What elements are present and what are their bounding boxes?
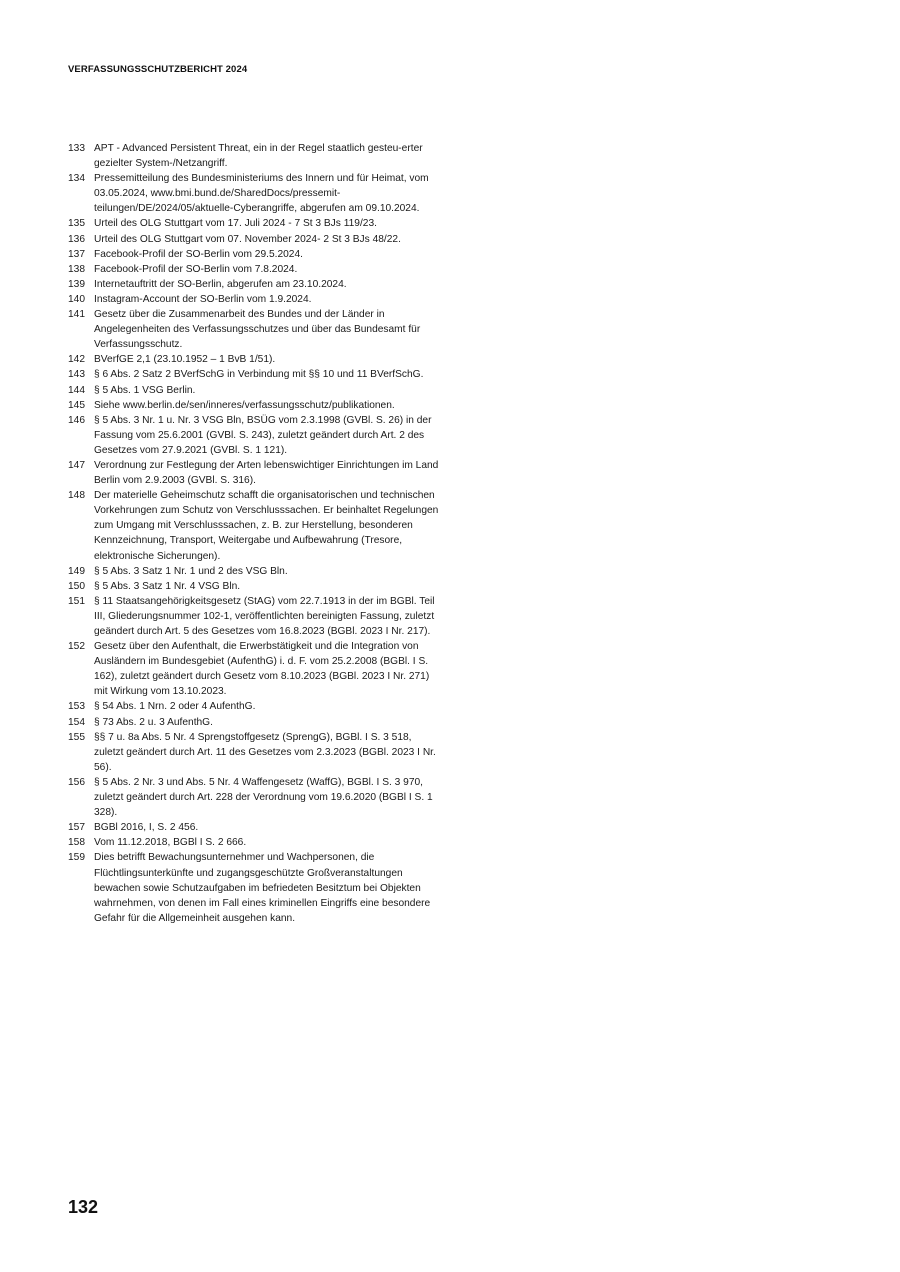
footnote-number: 158 — [68, 837, 85, 849]
footnote-152 — [68, 639, 440, 699]
footnote-number: 148 — [68, 490, 85, 502]
footnote-number: 156 — [68, 776, 85, 788]
footnotes-list — [68, 141, 440, 926]
footnote-number: 134 — [68, 173, 85, 185]
footnote-number: 144 — [68, 384, 85, 396]
footnote-number: 138 — [68, 263, 85, 275]
footnote-number: 141 — [68, 309, 85, 321]
footnote-text: Pressemitteilung des Bundesministeriums des Innern und für Heimat, vom 03.05.2024, www.bmi.bund.de/SharedDocs/pressemit-teilungen/DE/2024/05/aktuelle-Cyberangriffe, abgerufen am 09.10.2024. — [94, 173, 429, 215]
footnote-137 — [68, 247, 440, 262]
footnote-text: § 5 Abs. 3 Satz 1 Nr. 1 und 2 des VSG Bln. — [94, 565, 288, 577]
footnote-text: Facebook-Profil der SO-Berlin vom 7.8.2024. — [94, 263, 298, 275]
footnote-147 — [68, 458, 440, 488]
footnote-number: 149 — [68, 565, 85, 577]
footnote-154 — [68, 715, 440, 730]
footnote-text: § 5 Abs. 3 Nr. 1 u. Nr. 3 VSG Bln, BSÜG vom 2.3.1998 (GVBl. S. 26) in der Fassung vom 25.6.2001 (GVBl. S. 243), zuletzt geändert durch Art. 2 des Gesetzes vom 27.9.2021 (GVBl. S. 1 121). — [94, 414, 432, 456]
footnote-text: APT - Advanced Persistent Threat, ein in der Regel staatlich gesteu-erter gezielter System-/Netzangriff. — [94, 143, 423, 170]
footnote-number: 154 — [68, 716, 85, 728]
footnote-text: §§ 7 u. 8a Abs. 5 Nr. 4 Sprengstoffgesetz (SprengG), BGBl. I S. 3 518, zuletzt geändert durch Art. 11 des Gesetzes vom 2.3.2023 (BGBl. 2023 I Nr. 56). — [94, 731, 436, 773]
footnote-148 — [68, 488, 440, 563]
footnote-text: Urteil des OLG Stuttgart vom 17. Juli 2024 - 7 St 3 BJs 119/23. — [94, 218, 377, 230]
footnote-138 — [68, 262, 440, 277]
footnote-133 — [68, 141, 440, 171]
footnote-149 — [68, 564, 440, 579]
footnote-text: § 11 Staatsangehörigkeitsgesetz (StAG) vom 22.7.1913 in der im BGBl. Teil III, Gliederungsnummer 102-1, veröffentlichten bereinigten Fassung, zuletzt geändert durch Art. 5 des Gesetzes vom 16.8.2023 (BGBl. 2023 I Nr. 217). — [94, 595, 435, 637]
footnote-text: Facebook-Profil der SO-Berlin vom 29.5.2024. — [94, 248, 303, 260]
footnote-number: 145 — [68, 399, 85, 411]
footnote-number: 147 — [68, 459, 85, 471]
footnote-text: Gesetz über den Aufenthalt, die Erwerbstätigkeit und die Integration von Ausländern im Bundesgebiet (AufenthG) i. d. F. vom 25.2.2008 (BGBl. I S. 162), zuletzt geändert durch Gesetz vom 8.10.2023 (BGBl. 2023 I Nr. 271) mit Wirkung vom 13.10.2023. — [94, 641, 430, 698]
footnote-136 — [68, 232, 440, 247]
footnote-number: 153 — [68, 701, 85, 713]
footnote-144 — [68, 383, 440, 398]
footnote-134 — [68, 171, 440, 216]
footnote-140 — [68, 292, 440, 307]
footnote-text: § 6 Abs. 2 Satz 2 BVerfSchG in Verbindung mit §§ 10 und 11 BVerfSchG. — [94, 369, 424, 381]
footnote-number: 150 — [68, 580, 85, 592]
footnote-150 — [68, 579, 440, 594]
footnote-153 — [68, 699, 440, 714]
running-head-title: VERFASSUNGSSCHUTZBERICHT 2024 — [68, 64, 248, 75]
footnote-text: BVerfGE 2,1 (23.10.1952 – 1 BvB 1/51). — [94, 354, 276, 366]
footnote-text: Internetauftritt der SO-Berlin, abgerufen am 23.10.2024. — [94, 278, 347, 290]
footnote-156 — [68, 775, 440, 820]
footnote-143 — [68, 367, 440, 382]
footnote-number: 135 — [68, 218, 85, 230]
footnote-155 — [68, 730, 440, 775]
page-number: 132 — [68, 1197, 99, 1217]
footnote-number: 155 — [68, 731, 85, 743]
footnote-number: 152 — [68, 641, 85, 653]
footnote-number: 151 — [68, 595, 85, 607]
footnote-text: § 54 Abs. 1 Nrn. 2 oder 4 AufenthG. — [94, 701, 256, 713]
footnote-number: 157 — [68, 822, 85, 834]
footnote-number: 137 — [68, 248, 85, 260]
footnote-number: 136 — [68, 233, 85, 245]
footnote-number: 143 — [68, 369, 85, 381]
footnote-text: Der materielle Geheimschutz schafft die organisatorischen und technischen Vorkehrungen zum Schutz von Verschlusssachen. Er beinhaltet Regelungen zum Umgang mit Verschlusssachen, z. B. zur Herstellung, besonderen Kennzeichnung, Transport, Weitergabe und Aufbewahrung (Tresore, elektronische Sicherungen). — [94, 490, 439, 562]
footnote-135 — [68, 216, 440, 231]
footnote-number: 140 — [68, 293, 85, 305]
footnote-157 — [68, 820, 440, 835]
footnote-158 — [68, 835, 440, 850]
footnote-141 — [68, 307, 440, 352]
footnote-151 — [68, 594, 440, 639]
footnote-text: § 5 Abs. 3 Satz 1 Nr. 4 VSG Bln. — [94, 580, 241, 592]
footnote-139 — [68, 277, 440, 292]
footnote-159 — [68, 850, 440, 925]
footnote-text: § 73 Abs. 2 u. 3 AufenthG. — [94, 716, 213, 728]
footnote-number: 142 — [68, 354, 85, 366]
footnote-text: Vom 11.12.2018, BGBl I S. 2 666. — [94, 837, 247, 849]
footnote-text: BGBl 2016, I, S. 2 456. — [94, 822, 199, 834]
footnote-142 — [68, 352, 440, 367]
footnote-number: 133 — [68, 143, 85, 154]
footnote-text: Urteil des OLG Stuttgart vom 07. November 2024- 2 St 3 BJs 48/22. — [94, 233, 401, 245]
footnote-text: Gesetz über die Zusammenarbeit des Bundes und der Länder in Angelegenheiten des Verfassungsschutzes und über das Bundesamt für Verfassungsschutz. — [94, 309, 421, 351]
footnote-145 — [68, 398, 440, 413]
footnote-text: Verordnung zur Festlegung der Arten lebenswichtiger Einrichtungen im Land Berlin vom 2.9.2003 (GVBl. S. 316). — [94, 459, 439, 487]
footnote-text: Siehe www.berlin.de/sen/inneres/verfassungsschutz/publikationen. — [94, 399, 395, 411]
footnote-number: 139 — [68, 278, 85, 290]
footnote-146 — [68, 413, 440, 458]
footnote-number: 146 — [68, 414, 85, 426]
footnote-text: § 5 Abs. 2 Nr. 3 und Abs. 5 Nr. 4 Waffengesetz (WaffG), BGBl. I S. 3 970, zuletzt geändert durch Art. 228 der Verordnung vom 19.6.2020 (BGBl I S. 1 328). — [94, 776, 433, 819]
footnote-text: Instagram-Account der SO-Berlin vom 1.9.2024. — [94, 293, 312, 305]
footnote-number: 159 — [68, 852, 85, 864]
footnote-text: § 5 Abs. 1 VSG Berlin. — [94, 384, 196, 396]
footnote-text: Dies betrifft Bewachungsunternehmer und Wachpersonen, die Flüchtlingsunterkünfte und zugangsgeschützte Großveranstaltungen bewachen sowie Schutzaufgaben im befriedeten Besitztum bei Objekten wahrnehmen, von denen im Fall eines kriminellen Eingriffs eine besondere Gefahr für die Allgemeinheit ausgehen kann. — [94, 852, 431, 924]
